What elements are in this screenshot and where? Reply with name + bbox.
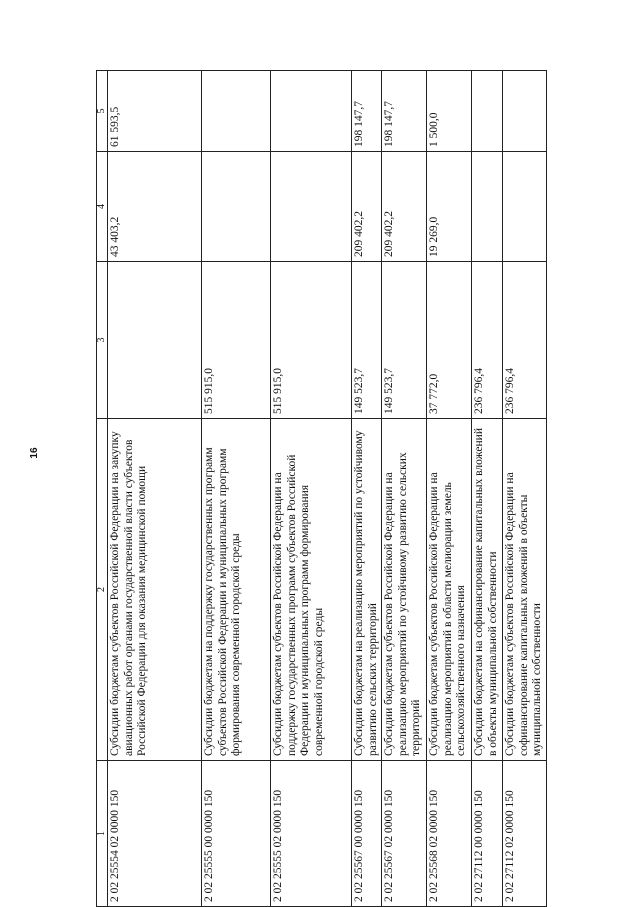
row-col5 — [271, 71, 352, 152]
table-row — [472, 71, 503, 907]
row-col5 — [202, 71, 271, 152]
table-row — [427, 71, 472, 907]
header-cell-5: 5 — [97, 71, 108, 152]
row-name: Субсидии бюджетам на реализацию мероприятий по устойчивому развитию сельских территорий — [352, 419, 382, 761]
row-name: Субсидии бюджетам субъектов Российской Федерации на реализацию мероприятий по устойчивому развитию сельских территорий — [382, 419, 427, 761]
row-code: 2 02 25554 02 0000 150 — [108, 761, 202, 907]
row-col3 — [108, 262, 202, 419]
header-cell-2: 2 — [97, 419, 108, 761]
row-col5: 61 593,5 — [108, 71, 202, 152]
row-code: 2 02 25555 00 0000 150 — [202, 761, 271, 907]
rotated-table — [96, 71, 544, 907]
row-col5 — [503, 71, 547, 152]
row-col5 — [472, 71, 503, 152]
header-cell-4: 4 — [97, 152, 108, 262]
row-code: 2 02 25555 02 0000 150 — [271, 761, 352, 907]
table-row — [352, 71, 382, 907]
table-row — [503, 71, 547, 907]
row-col3: 236 796,4 — [472, 262, 503, 419]
row-code: 2 02 27112 02 0000 150 — [503, 761, 547, 907]
row-name: Субсидии бюджетам субъектов Российской Федерации на поддержку государственных программ субъектов Российской Федерации и муниципальных программ формирования современной городской среды — [271, 419, 352, 761]
row-col3: 236 796,4 — [503, 262, 547, 419]
table-row — [202, 71, 271, 907]
row-col4: 43 403,2 — [108, 152, 202, 262]
row-col3: 37 772,0 — [427, 262, 472, 419]
row-col3: 149 523,7 — [352, 262, 382, 419]
row-name: Субсидии бюджетам субъектов Российской Федерации на софинансирование капитальных вложений в объекты муниципальной собственности — [503, 419, 547, 761]
table-header-row — [97, 71, 108, 907]
table-row — [382, 71, 427, 907]
row-col4: 19 269,0 — [427, 152, 472, 262]
budget-table — [96, 70, 547, 907]
page-number: 16 — [29, 447, 40, 459]
row-name: Субсидии бюджетам на софинансирование капитальных вложений в объекты муниципальной собственности — [472, 419, 503, 761]
row-col4 — [472, 152, 503, 262]
row-col5: 198 147,7 — [382, 71, 427, 152]
header-cell-3: 3 — [97, 262, 108, 419]
row-col4 — [202, 152, 271, 262]
row-code: 2 02 25567 02 0000 150 — [382, 761, 427, 907]
row-code: 2 02 25567 00 0000 150 — [352, 761, 382, 907]
row-col3: 515 915,0 — [202, 262, 271, 419]
row-name: Субсидии бюджетам субъектов Российской Федерации на реализацию мероприятий в области мелиорации земель сельскохозяйственного назначения — [427, 419, 472, 761]
row-code: 2 02 27112 00 0000 150 — [472, 761, 503, 907]
row-name: Субсидии бюджетам на поддержку государственных программ субъектов Российской Федерации и муниципальных программ формирования современной городской среды — [202, 419, 271, 761]
row-col3: 515 915,0 — [271, 262, 352, 419]
row-col3: 149 523,7 — [382, 262, 427, 419]
row-name: Субсидии бюджетам субъектов Российской Федерации на закупку авиационных работ органами государственной власти субъектов Российской Федерации для оказания медицинской помощи — [108, 419, 202, 761]
row-col5: 198 147,7 — [352, 71, 382, 152]
row-col5: 1 500,0 — [427, 71, 472, 152]
table-row — [108, 71, 202, 907]
row-col4: 209 402,2 — [382, 152, 427, 262]
row-col4 — [271, 152, 352, 262]
row-col4 — [503, 152, 547, 262]
table-row — [271, 71, 352, 907]
header-cell-1: 1 — [97, 761, 108, 907]
row-col4: 209 402,2 — [352, 152, 382, 262]
table-container — [96, 71, 544, 907]
row-code: 2 02 25568 02 0000 150 — [427, 761, 472, 907]
